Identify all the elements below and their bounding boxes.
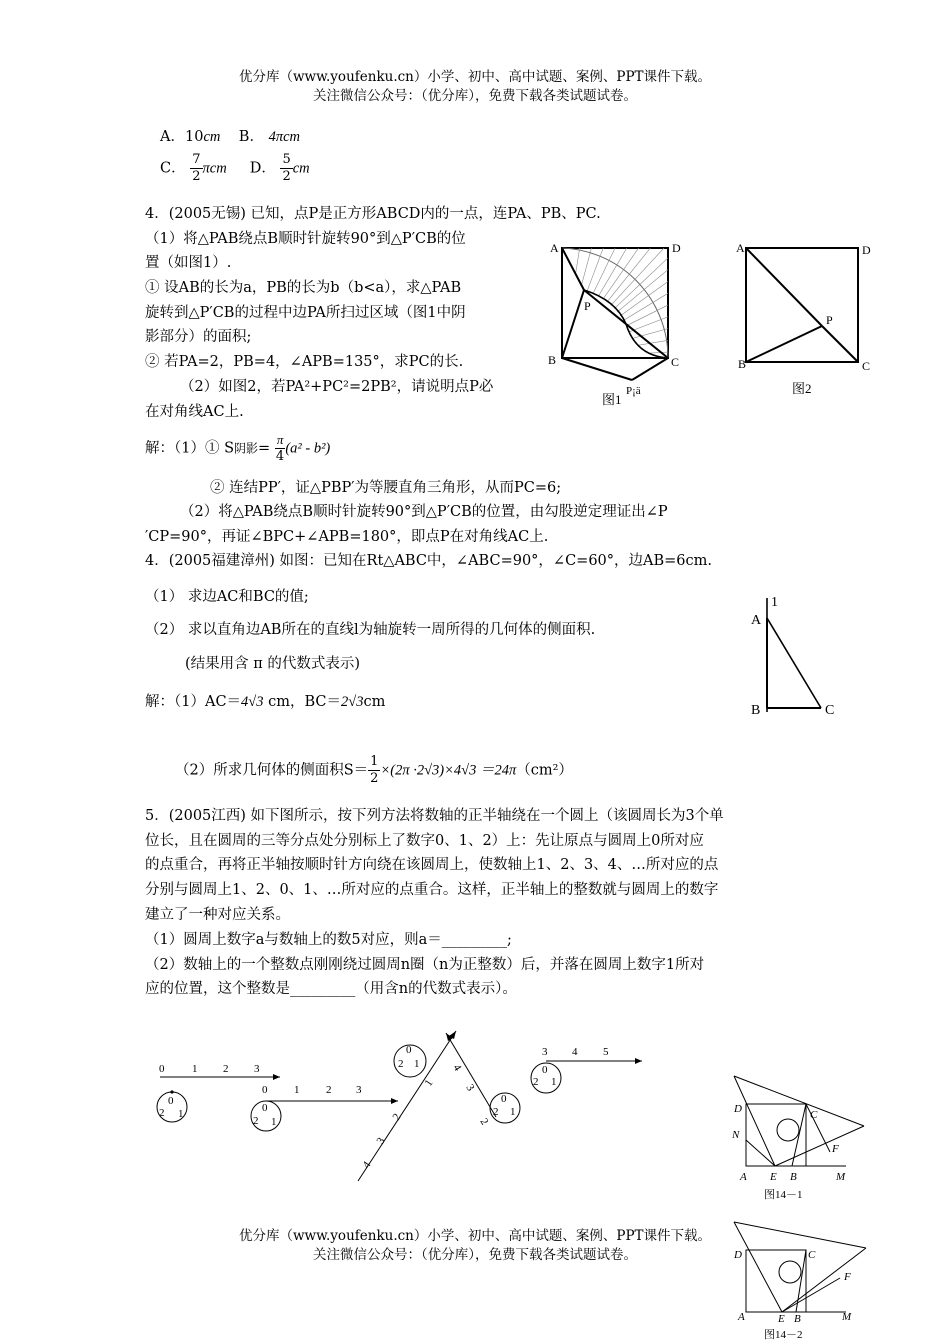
svg-text:0: 0	[542, 1064, 548, 1076]
option-d-unit: cm	[292, 160, 310, 177]
q4a-part1-line2: 置（如图1）.	[145, 255, 232, 271]
svg-text:2: 2	[223, 1063, 229, 1075]
svg-text:1: 1	[294, 1084, 300, 1096]
svg-text:3: 3	[463, 1082, 477, 1094]
q4a-solution-3-line1: （2）将△PAB绕点B顺时针旋转90°到△P′CB的位置，由勾股逆定理证出∠P	[180, 504, 668, 520]
q4a-solution-1: 解：（1）① S阴影= $\frac{\pi}{4}$ (a² - b²)	[145, 432, 331, 464]
option-b-value: 4π	[268, 129, 284, 145]
figure-number-line-winding	[150, 1025, 660, 1190]
figure-14-2	[728, 1218, 870, 1344]
option-d-label: D．	[249, 160, 276, 177]
svg-text:2: 2	[493, 1106, 499, 1118]
svg-text:E: E	[770, 1171, 777, 1183]
svg-text:1: 1	[510, 1106, 516, 1118]
option-b-unit: cm	[283, 129, 300, 145]
q5-line-2: 位长，且在圆周的三等分点处分别标上了数字0、1、2）上：先让原点与圆周上0所对应	[145, 833, 704, 849]
option-a-label: A．	[160, 129, 185, 145]
ac-value: 4√3	[241, 694, 264, 710]
q5-line-1: 5．(2005江西) 如下图所示，按下列方法将数轴的正半轴绕在一个圆上（该圆周长为3个单	[145, 808, 724, 824]
label-C: C	[825, 703, 835, 718]
figure-1	[540, 238, 700, 410]
header-line-1: 优分库（www.youfenku.cn）小学、初中、高中试题、案例、PPT课件下载。	[238, 69, 712, 85]
q4a-part2-line1: ① 设AB的长为a，PB的长为b（b<a），求△PAB	[145, 280, 462, 296]
q5-sub-2-line2: 应的位置，这个整数是_________（用含n的代数式表示）。	[145, 981, 517, 997]
q5-sub-1: （1）圆周上数字a与数轴上的数5对应，则a＝_________;	[145, 932, 512, 948]
q4a-part2-line2: 旋转到△P′CB的过程中边PA所扫过区域（图1中阴	[145, 305, 466, 321]
svg-text:0: 0	[159, 1063, 165, 1075]
option-a-value: 10	[184, 129, 204, 145]
svg-text:1: 1	[414, 1058, 420, 1070]
svg-text:图14－1: 图14－1	[764, 1189, 803, 1201]
svg-text:2: 2	[326, 1084, 332, 1096]
q5-line-3: 的点重合，再将正半轴按顺时针方向绕在该圆周上，使数轴上1、2、3、4、…所对应的点	[145, 857, 719, 873]
svg-text:3: 3	[254, 1063, 260, 1075]
svg-text:2: 2	[533, 1076, 539, 1088]
option-b-label: B．	[238, 129, 264, 145]
svg-text:4: 4	[572, 1046, 578, 1058]
svg-text:D: D	[734, 1103, 742, 1115]
label-A: A	[550, 241, 559, 255]
figure-14-1	[728, 1072, 870, 1204]
option-row-cd	[160, 152, 310, 185]
svg-text:F: F	[844, 1271, 851, 1283]
svg-text:3: 3	[356, 1084, 362, 1096]
q4b-item-2: （2） 求以直角边AB所在的直线l为轴旋转一周所得的几何体的侧面积.	[145, 622, 596, 638]
svg-text:0: 0	[501, 1093, 507, 1105]
q4b-solution-2: （2）所求几何体的侧面积S＝ $\frac{1}{2}$ ×(2π ·2√3)×4√3 ＝24π（cm²）	[175, 754, 573, 786]
q4a-solution-3-line2: ′CP=90°，再证∠BPC+∠APB=180°，即点P在对角线AC上.	[145, 529, 549, 545]
svg-text:D: D	[734, 1249, 742, 1261]
label-D: D	[672, 241, 681, 255]
label-l: 1	[771, 595, 778, 610]
bc-value: 2√3	[341, 694, 364, 710]
q4b-item-1: （1） 求边AC和BC的值;	[145, 589, 309, 605]
q4b-item-3: (结果用含 π 的代数式表示)	[185, 656, 361, 672]
pi-over-4: $\frac{\pi}{4}$	[275, 432, 285, 464]
header-line-2: 关注微信公众号：（优分库），免费下载各类试题试卷。	[313, 88, 637, 104]
svg-text:C: C	[808, 1249, 816, 1261]
svg-text:图14－2: 图14－2	[764, 1329, 803, 1341]
svg-text:B: B	[790, 1171, 797, 1183]
figure-right-triangle	[745, 590, 845, 720]
svg-text:2: 2	[398, 1058, 404, 1070]
svg-text:3: 3	[542, 1046, 548, 1058]
shaded-region	[562, 246, 670, 358]
label-P: P	[584, 299, 591, 313]
option-row-ab	[160, 125, 300, 146]
q5-line-5: 建立了一种对应关系。	[145, 907, 290, 923]
option-d-fraction: $\frac{5}{2}$	[282, 152, 291, 184]
svg-text:4: 4	[450, 1062, 464, 1074]
figure-1-caption: 图1	[602, 392, 622, 407]
q4b-title: 4．(2005福建漳州) 如图：已知在Rt△ABC中，∠ABC=90°，∠C=60°，边AB=6cm.	[145, 553, 712, 569]
svg-text:1: 1	[271, 1116, 277, 1128]
svg-text:A: A	[738, 1311, 745, 1323]
svg-text:0: 0	[168, 1095, 174, 1107]
footer-line-2: 关注微信公众号：（优分库），免费下载各类试题试卷。	[313, 1247, 637, 1263]
svg-text:B: B	[794, 1313, 801, 1325]
one-half: $\frac{1}{2}$	[370, 754, 379, 786]
svg-text:3: 3	[374, 1135, 388, 1147]
svg-text:1: 1	[551, 1076, 557, 1088]
label-P: P	[826, 313, 833, 327]
svg-text:0: 0	[262, 1084, 268, 1096]
label-D: D	[862, 243, 871, 257]
label-C: C	[862, 359, 871, 373]
svg-text:0: 0	[262, 1102, 268, 1114]
label-B: B	[751, 703, 761, 718]
figure-2	[732, 238, 877, 398]
svg-text:M: M	[836, 1171, 846, 1183]
label-B: B	[738, 357, 747, 371]
footer-line-1: 优分库（www.youfenku.cn）小学、初中、高中试题、案例、PPT课件下载。	[238, 1228, 712, 1244]
q4b-solution-1: 解：（1）AC＝4√3 cm，BC＝2√3cm	[145, 694, 386, 710]
q5-sub-2-line1: （2）数轴上的一个整数点刚刚绕过圆周n圈（n为正整数）后，并落在圆周上数字1所对	[145, 957, 705, 973]
q4a-part4-line1: （2）如图2，若PA²+PC²=2PB²，请说明点P必	[180, 379, 494, 395]
svg-text:2: 2	[390, 1111, 404, 1123]
svg-text:A: A	[740, 1171, 747, 1183]
svg-text:2: 2	[159, 1107, 165, 1119]
svg-text:N: N	[732, 1129, 740, 1141]
svg-text:5: 5	[603, 1046, 609, 1058]
svg-text:1: 1	[178, 1108, 184, 1120]
q4a-part3: ② 若PA=2，PB=4，∠APB=135°，求PC的长.	[145, 354, 464, 370]
svg-text:F: F	[832, 1143, 839, 1155]
option-c-label: C．	[160, 160, 186, 177]
figure-2-caption: 图2	[792, 381, 812, 396]
svg-text:0: 0	[406, 1044, 412, 1056]
svg-text:1: 1	[422, 1077, 436, 1089]
q5-line-4: 分别与圆周上1、2、0、1、…所对应的点重合。这样，正半轴上的整数就与圆周上的数字	[145, 882, 719, 898]
option-a-unit: cm	[203, 129, 221, 145]
svg-text:1: 1	[192, 1063, 198, 1075]
label-C: C	[671, 355, 680, 369]
label-P-prime: P¡ä	[626, 385, 641, 397]
q4a-part4-line2: 在对角线AC上.	[145, 404, 244, 420]
label-A: A	[751, 613, 762, 628]
svg-text:2: 2	[253, 1115, 259, 1127]
option-c-fraction: $\frac{7}{2}$	[192, 152, 201, 184]
option-c-unit: πcm	[202, 160, 227, 177]
q4a-part2-line3: 影部分）的面积;	[145, 329, 252, 345]
svg-text:E: E	[778, 1313, 785, 1325]
svg-text:4: 4	[360, 1159, 374, 1171]
q4a-title: 4．(2005无锡) 已知，点P是正方形ABCD内的一点，连PA、PB、PC.	[145, 206, 601, 222]
svg-text:C: C	[810, 1109, 818, 1121]
svg-text:M: M	[842, 1311, 852, 1323]
svg-text:2: 2	[477, 1116, 491, 1128]
label-A: A	[736, 241, 745, 255]
q4a-part1-line1: （1）将△PAB绕点B顺时针旋转90°到△P′CB的位	[145, 231, 466, 247]
label-B: B	[548, 353, 557, 367]
q4a-solution-2: ② 连结PP′，证△PBP′为等腰直角三角形，从而PC=6;	[210, 480, 562, 496]
